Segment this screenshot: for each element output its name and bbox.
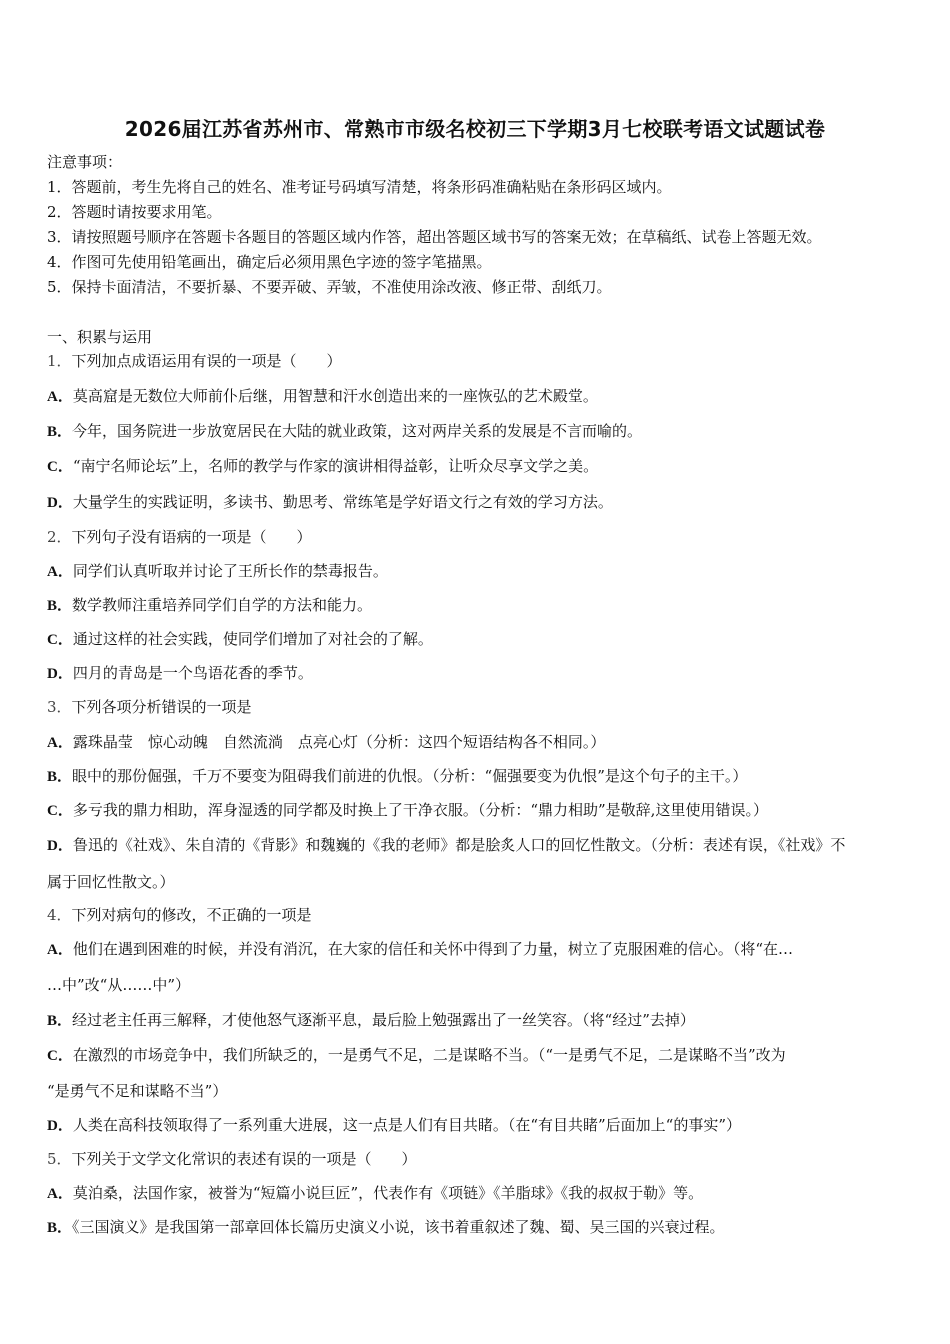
option-text: 莫泊桑，法国作家，被誉为“短篇小说巨匠”，代表作有《项链》《羊脂球》《我的叔叔于勒》等。 [72, 1184, 704, 1202]
option-text: 莫高窟是无数位大师前仆后继，用智慧和汗水创造出来的一座恢弘的艺术殿堂。 [72, 387, 598, 405]
option-key: B． [47, 424, 73, 440]
option [47, 386, 917, 407]
question-stem [47, 905, 917, 925]
option [47, 732, 917, 753]
option-key: C． [47, 803, 73, 819]
notice-heading: 注意事项： [47, 153, 123, 171]
option [47, 561, 917, 582]
option-continuation: 属于回忆性散文。） [47, 873, 175, 891]
option-key: B． [47, 598, 73, 614]
option-text: 鲁迅的《社戏》、朱自清的《背影》和魏巍的《我的老师》都是脍炙人口的回忆性散文。（分析：表述有误，《社戏》不 [72, 836, 846, 854]
option-text: 《三国演义》是我国第一部章回体长篇历史演义小说，该书着重叙述了魏、蜀、吴三国的兴衰过程。 [72, 1218, 725, 1236]
option-key: D． [47, 495, 73, 511]
option-text: 多亏我的鼎力相助，浑身湿透的同学都及时换上了干净衣服。（分析：“鼎力相助”是敬辞,这里使用错误。） [72, 801, 768, 819]
question-text: 下列加点成语运用有误的一项是（ ） [71, 352, 342, 370]
option [47, 1010, 917, 1031]
option-text: 在激烈的市场竞争中，我们所缺乏的，一是勇气不足，二是谋略不当。（“一是勇气不足，二是谋略不当”改为 [72, 1046, 786, 1064]
option-text: “南宁名师论坛”上，名师的教学与作家的演讲相得益彰，让听众尽享文学之美。 [72, 457, 599, 475]
option-key: A． [47, 1186, 73, 1202]
option-text: 大量学生的实践证明，多读书、勤思考、常练笔是学好语文行之有效的学习方法。 [72, 493, 613, 511]
question-text: 下列对病句的修改，不正确的一项是 [71, 906, 312, 924]
question-number: 3． [47, 698, 72, 716]
option-text: 经过老主任再三解释，才使他怒气逐渐平息，最后脸上勉强露出了一丝笑容。（将“经过”去掉） [72, 1011, 695, 1029]
option [47, 663, 917, 684]
option-key: B． [47, 1013, 73, 1029]
option [47, 1183, 917, 1204]
question-number: 2． [47, 528, 72, 546]
option-key: C． [47, 459, 73, 475]
option-key: A． [47, 564, 73, 580]
option [47, 456, 917, 477]
option-key: A． [47, 389, 73, 405]
question-number: 4． [47, 906, 72, 924]
question-stem [47, 697, 917, 717]
option-text: 今年，国务院进一步放宽居民在大陆的就业政策，这对两岸关系的发展是不言而喻的。 [72, 422, 643, 440]
option [47, 766, 917, 787]
option [47, 421, 917, 442]
option-key: B． [47, 1220, 73, 1236]
question-number: 1． [47, 352, 72, 370]
option-key: D． [47, 838, 73, 854]
notice-item: 4．作图可先使用铅笔画出，确定后必须用黑色字迹的签字笔描黑。 [47, 253, 492, 271]
option-key: C． [47, 1048, 73, 1064]
option-key: A． [47, 942, 73, 958]
option-key: B． [47, 769, 73, 785]
option-key: D． [47, 666, 73, 682]
option-key: D． [47, 1118, 73, 1134]
question-stem [47, 1149, 917, 1169]
option [47, 835, 917, 856]
option-text: 同学们认真听取并讨论了王所长作的禁毒报告。 [72, 562, 388, 580]
option-text: 眼中的那份倔强，千万不要变为阻碍我们前进的仇恨。（分析：“倔强要变为仇恨”是这个句子的主干。） [72, 767, 748, 785]
option-text: 通过这样的社会实践，使同学们增加了对社会的了解。 [72, 630, 433, 648]
notice-item: 3．请按照题号顺序在答题卡各题目的答题区域内作答，超出答题区域书写的答案无效；在草稿纸、试卷上答题无效。 [47, 228, 822, 246]
section-heading: 一、积累与运用 [47, 328, 153, 346]
question-number: 5． [47, 1150, 72, 1168]
option [47, 939, 917, 960]
notice-item: 1．答题前，考生先将自己的姓名、准考证号码填写清楚，将条形码准确粘贴在条形码区域内。 [47, 178, 672, 196]
option [47, 800, 917, 821]
option-text: 露珠晶莹 惊心动魄 自然流淌 点亮心灯（分析：这四个短语结构各不相同。） [72, 733, 606, 751]
question-text: 下列各项分析错误的一项是 [71, 698, 252, 716]
option-text: 他们在遇到困难的时候，并没有消沉，在大家的信任和关怀中得到了力量，树立了克服困难的信心。（将“在… [72, 940, 794, 958]
option-continuation: “是勇气不足和谋略不当”） [47, 1082, 228, 1100]
option-text: 四月的青岛是一个鸟语花香的季节。 [72, 664, 313, 682]
option [47, 629, 917, 650]
option [47, 1217, 917, 1238]
option-text: 人类在高科技领取得了一系列重大进展，这一点是人们有目共睹。（在“有目共睹”后面加上“的事实”） [72, 1116, 742, 1134]
question-stem [47, 351, 917, 371]
option [47, 595, 917, 616]
option-text: 数学教师注重培养同学们自学的方法和能力。 [72, 596, 373, 614]
question-text: 下列句子没有语病的一项是（ ） [71, 528, 312, 546]
notice-item: 2．答题时请按要求用笔。 [47, 203, 222, 221]
question-stem [47, 527, 917, 547]
notice-item: 5．保持卡面清洁，不要折暴、不要弄破、弄皱，不准使用涂改液、修正带、刮纸刀。 [47, 278, 612, 296]
question-text: 下列关于文学文化常识的表述有误的一项是（ ） [71, 1150, 417, 1168]
option [47, 1045, 917, 1066]
page-title: 2026届江苏省苏州市、常熟市市级名校初三下学期3月七校联考语文试题试卷 [124, 117, 826, 141]
option [47, 1115, 917, 1136]
option [47, 492, 917, 513]
option-key: A． [47, 735, 73, 751]
option-key: C． [47, 632, 73, 648]
option-continuation: …中”改“从……中”） [47, 976, 191, 994]
